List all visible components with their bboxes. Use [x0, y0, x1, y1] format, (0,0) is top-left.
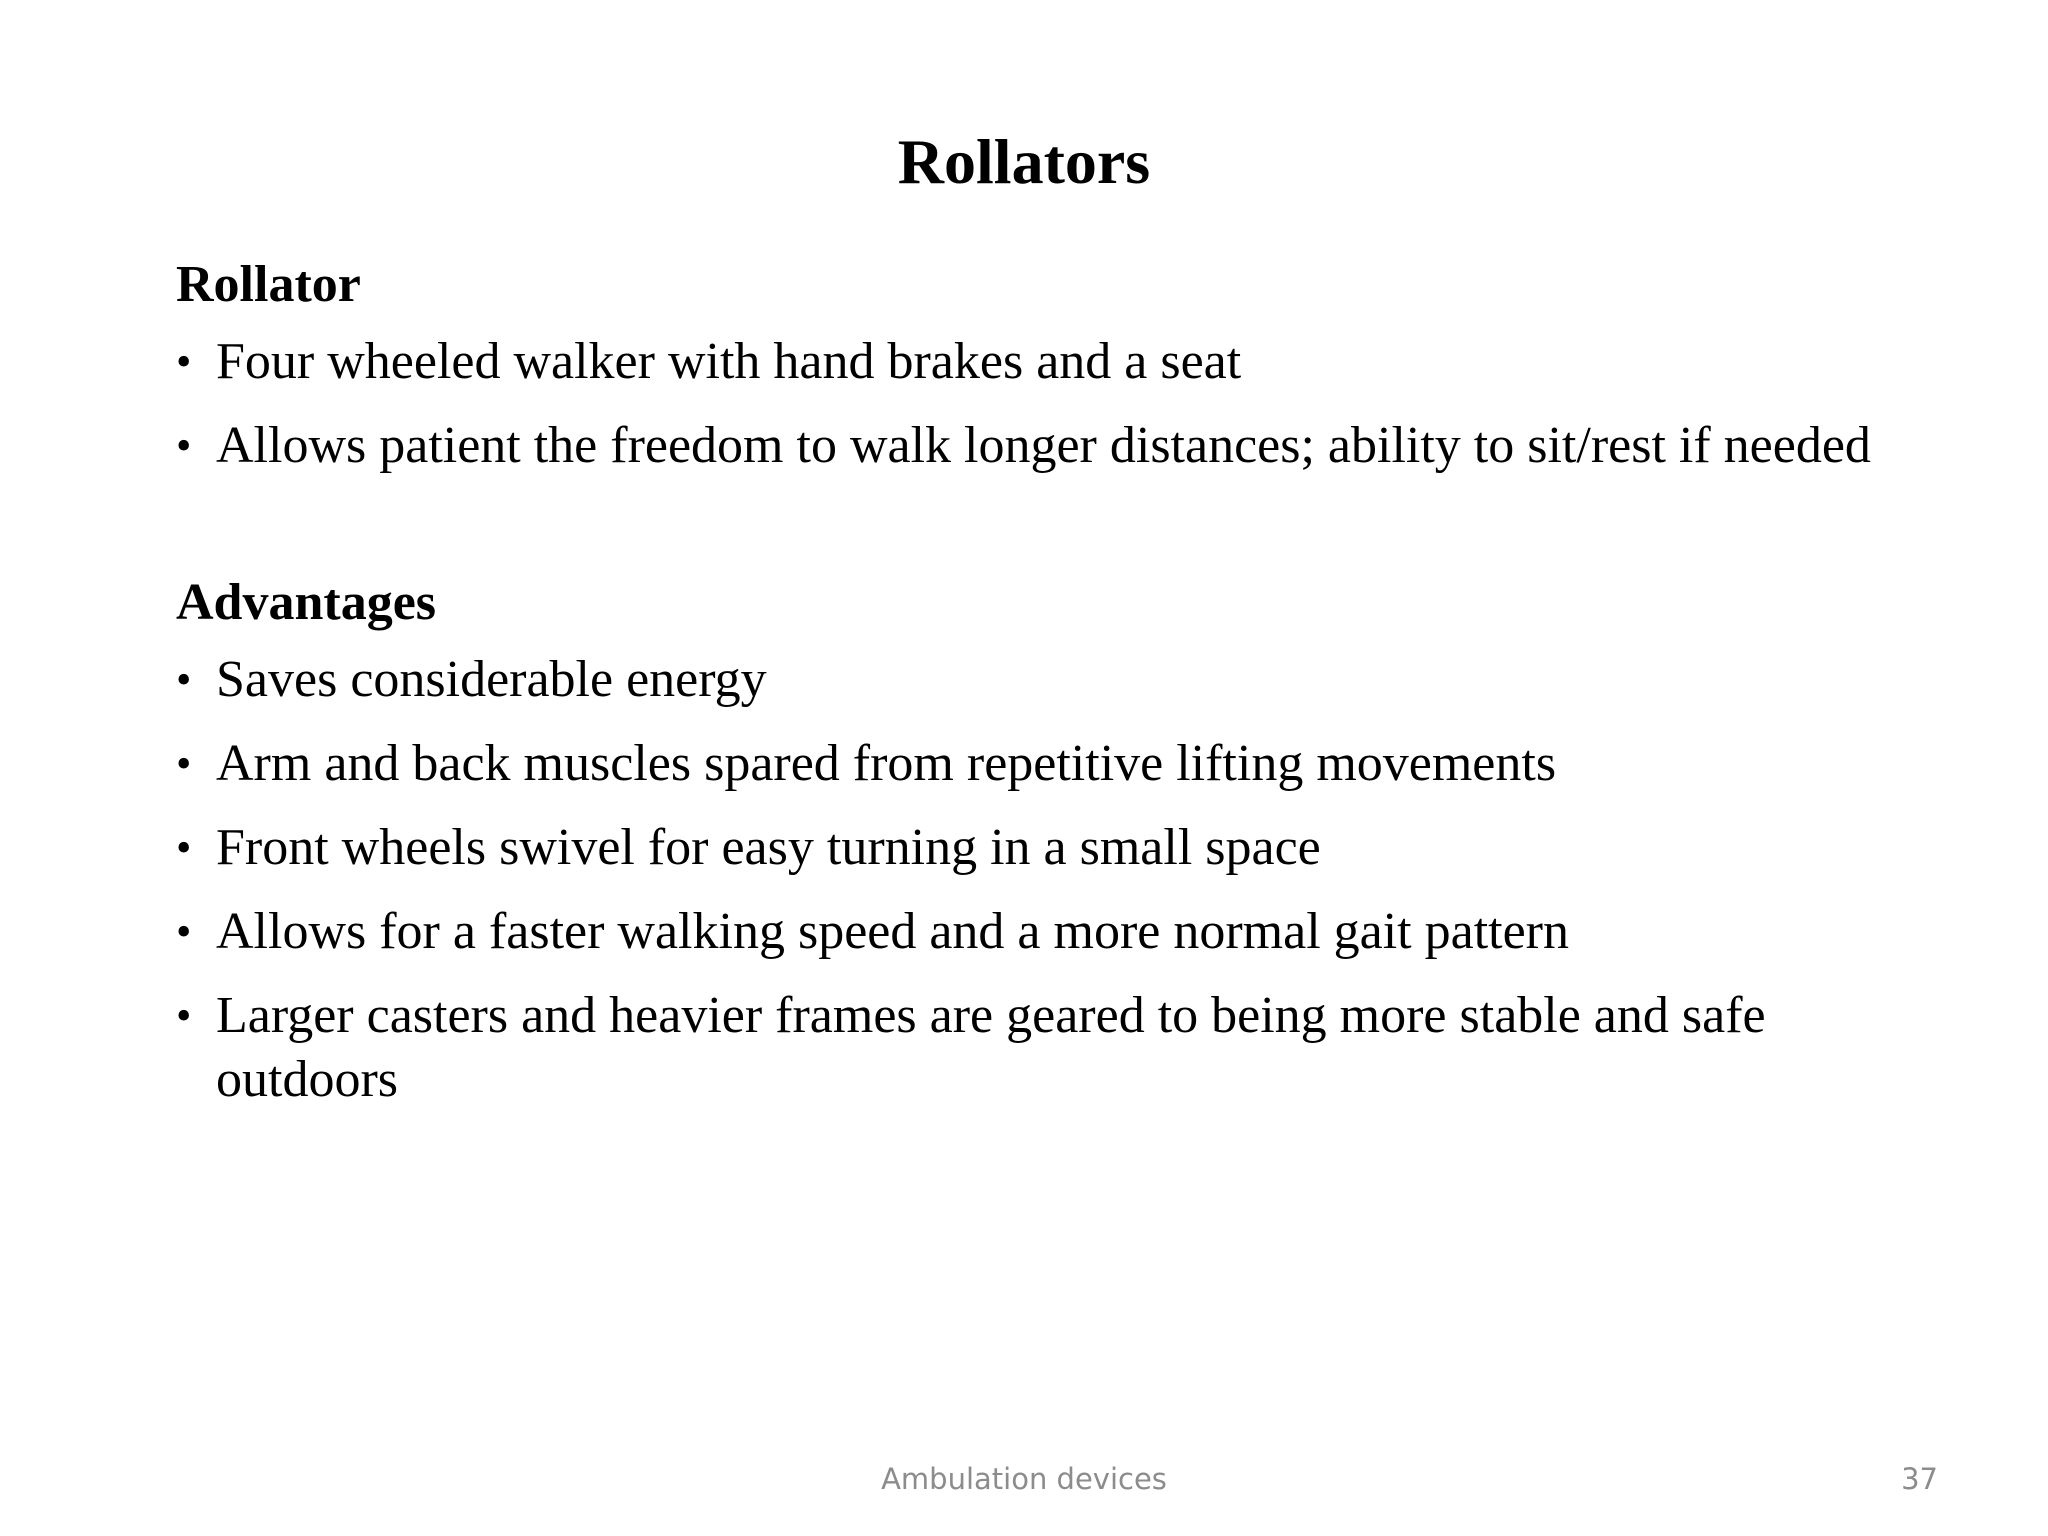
section-spacer: [176, 498, 1956, 570]
bullet-item: [176, 816, 1956, 880]
footer-label: Ambulation devices: [881, 1462, 1167, 1496]
bullet-text: Arm and back muscles spared from repetitive lifting movements: [216, 735, 1557, 792]
bullet-glyph: •: [176, 823, 192, 872]
bullet-text: Four wheeled walker with hand brakes and a seat: [216, 333, 1242, 390]
section-rollator: [176, 252, 1956, 478]
bullet-glyph: •: [176, 337, 192, 386]
bullet-text: Larger casters and heavier frames are geared to being more stable and safe outdoors: [216, 987, 1766, 1108]
bullet-item: [176, 732, 1956, 796]
bullet-glyph: •: [176, 655, 192, 704]
bullet-glyph: •: [176, 739, 192, 788]
bullet-text: Saves considerable energy: [216, 651, 767, 708]
bullet-text: Allows for a faster walking speed and a more normal gait pattern: [216, 903, 1569, 960]
bullet-item: [176, 648, 1956, 712]
bullet-glyph: •: [176, 907, 192, 956]
bullet-item: [176, 414, 1956, 478]
bullet-item: [176, 330, 1956, 394]
bullet-glyph: •: [176, 421, 192, 470]
bullet-list: [176, 330, 1956, 478]
bullet-text: Allows patient the freedom to walk longer distances; ability to sit/rest if needed: [216, 417, 1871, 474]
bullet-list: [176, 648, 1956, 1112]
slide-content: [176, 252, 1956, 1132]
bullet-item: [176, 984, 1956, 1112]
section-heading: Advantages: [176, 574, 437, 631]
bullet-text: Front wheels swivel for easy turning in a small space: [216, 819, 1321, 876]
section-heading: Rollator: [176, 256, 361, 313]
section-advantages: [176, 570, 1956, 1112]
page-number: 37: [1901, 1462, 1938, 1496]
slide-title: Rollators: [897, 126, 1151, 197]
bullet-item: [176, 900, 1956, 964]
bullet-glyph: •: [176, 991, 192, 1040]
